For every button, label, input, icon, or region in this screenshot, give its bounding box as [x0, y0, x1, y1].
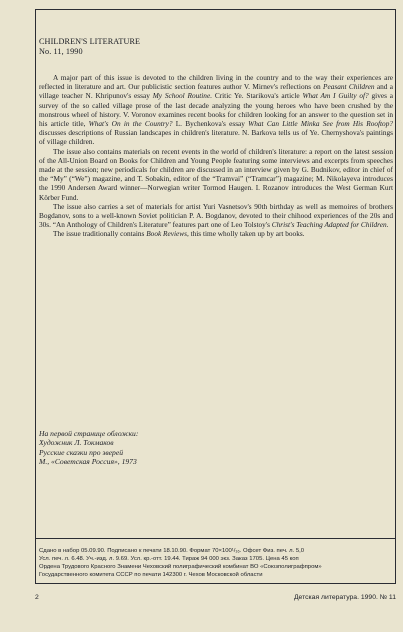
paragraph-3 — [39, 202, 393, 230]
italic-title: What Am I Guilty of? — [302, 91, 369, 101]
text-run: discusses descriptions of Russian landscapes in children's literature. N. Barkova tells us of Ye. Chernyshova's paintings of village children. — [39, 128, 393, 147]
text-run: The issue traditionally contains — [53, 229, 147, 239]
masthead — [39, 37, 140, 57]
italic-title: Peasant Children — [323, 82, 375, 92]
paragraph-2 — [39, 147, 393, 202]
content-box — [36, 10, 395, 539]
imprint-line: Государственного комитета СССР по печати 142300 г. Чехов Московской области — [39, 572, 263, 578]
cover-caption — [39, 429, 239, 467]
italic-title: What Can Little Minka See from His Rooftop? — [248, 119, 393, 129]
italic-title: My School Routine. — [152, 91, 213, 101]
imprint-line: Сдано в набор 05.09.90. Подписано к печати 18.10.90. Формат 70×100¹/₁₆. Офсет Физ. печ. л. 5,0 — [39, 548, 305, 554]
caption-line: Художник Л. Токмаков — [39, 438, 114, 448]
paragraph-1 — [39, 73, 393, 147]
caption-line: М., «Советская Россия», 1973 — [39, 457, 137, 467]
text-run: gives a survey of the so called village prose of the last decade analyzing the young heroes who have been crushed by the monstrous wheel of history. V. Voronov examines recent books for children looking for an answer to the question set in his article title, — [39, 91, 393, 129]
print-imprint — [39, 547, 393, 579]
text-run: The issue also contains materials on recent events in the world of children's literature: a report on the latest session of the All-Union Board on Books for Children and Young People featuring some interviews and excerpts from speeches made at the session; new periodicals for children are discussed in an interview given by G. Budnikov, editor in chief of the “My” (“We”) magazine, and T. Sobakin, editor of the “Tramvai” (“Tramcar”) magazine; M. Nikolayeva introduces the 1990 Andersen Award winner—Norwegian writer Tormod Haugen. I. Rozanov introduces the West German Kurt Körber Fund. — [39, 146, 393, 202]
text-run: this time wholly taken up by art books. — [188, 229, 305, 239]
running-title: Детская литература. 1990. № 11 — [293, 594, 396, 601]
text-run: and a village teacher N. Khripunov's essay — [39, 82, 393, 101]
caption-line: На первой странице обложки: — [39, 429, 139, 438]
italic-title: What's On in the Country? — [88, 119, 173, 129]
text-run: Critic Ye. Starikova's article — [212, 91, 303, 101]
text-run: A major part of this issue is devoted to the children living in the country and to the way their experiences are reflected in literature and art. Our publicistic section features author V. Mirnev's reflections on — [39, 73, 393, 92]
page-frame — [35, 9, 396, 584]
journal-title: CHILDREN'S LITERATURE — [39, 37, 141, 46]
text-run: The issue also carries a set of materials for artist Yuri Vasnetsov's 90th birthday as well as memoires of brothers Bogdanov, sons to a well-known Soviet politician P. A. Bogdanov, devoted to their chihood experiences of the 20s and 30s. “An Anthology of Children's Literature” features part one of Leo Tolstoy's — [39, 201, 393, 230]
imprint-line: Ордена Трудового Красного Знамени Чеховский полиграфический комбинат ВО «Союзполиграфпром» — [39, 564, 322, 570]
italic-title: Book Reviews, — [146, 229, 189, 239]
caption-line: Русские сказки про зверей — [39, 447, 123, 457]
issue-number: No. 11, 1990 — [39, 47, 83, 56]
article-body — [39, 73, 393, 239]
page-number: 2 — [35, 594, 39, 601]
italic-title: Christ's Teaching Adapted for Children. — [271, 220, 389, 230]
imprint-line: Усл. печ. л. 6.48. Уч.-изд. л. 9.69. Усл. кр.-отт. 19.44. Тираж 94 000 экз. Заказ 1705. Цена 45 коп — [39, 556, 299, 562]
text-run: L. Bychenkova's essay — [172, 119, 249, 129]
paragraph-4 — [39, 229, 393, 238]
